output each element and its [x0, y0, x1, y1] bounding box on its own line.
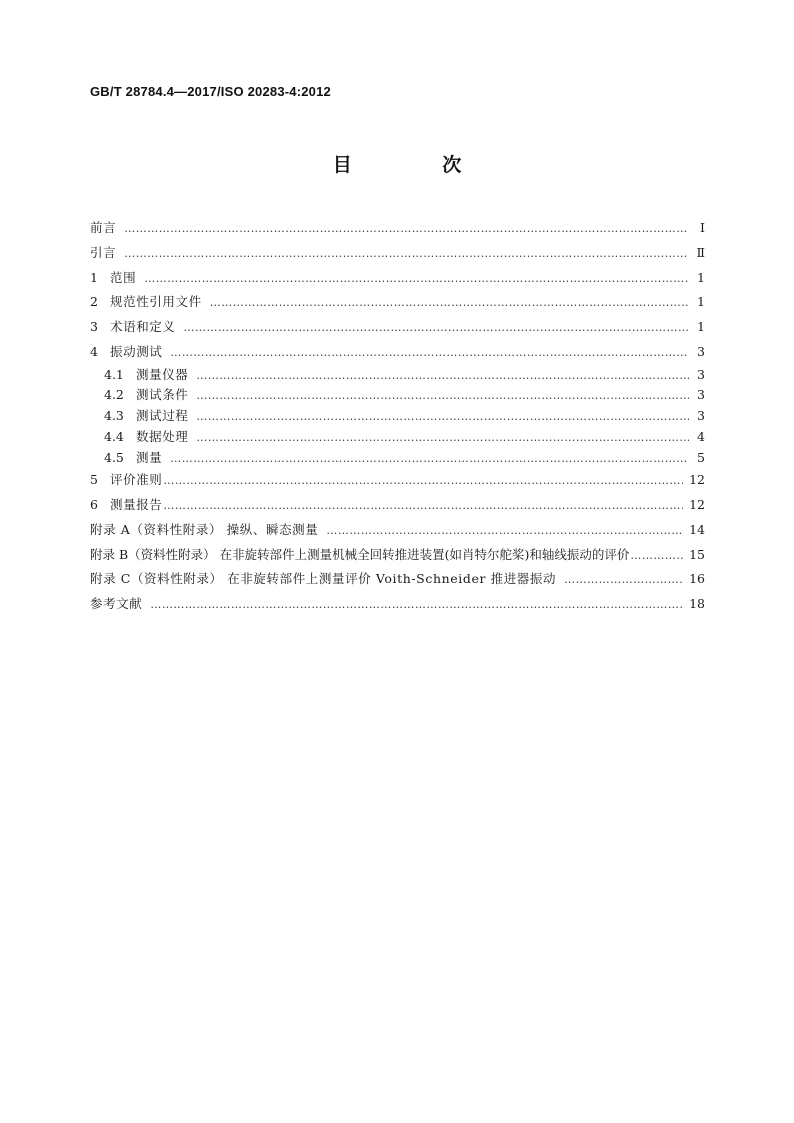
toc-entry-label: 测量仪器	[136, 366, 189, 382]
dot-leader	[210, 291, 689, 316]
toc-entry-page: 5	[697, 449, 705, 465]
toc-entry-annex-c[interactable]	[90, 567, 705, 592]
dot-leader	[170, 341, 689, 366]
dot-leader	[326, 519, 683, 544]
toc-entry-page: 1	[697, 294, 705, 310]
toc-entry-label: 术语和定义	[110, 319, 176, 335]
dot-leader	[124, 242, 689, 267]
toc-entry-label: 附录 A（资料性附录） 操纵、瞬态测量	[90, 521, 319, 537]
toc-entry-number: 5	[90, 472, 98, 488]
toc-entry-2[interactable]	[90, 290, 705, 315]
toc-entry-number: 4.5	[104, 449, 124, 465]
toc-entry-label: 数据处理	[136, 428, 189, 444]
table-of-contents	[90, 216, 705, 617]
toc-entry-number: 4.3	[104, 408, 124, 424]
toc-entry-number: 2	[90, 294, 98, 310]
toc-entry-page: 3	[697, 408, 705, 424]
dot-leader	[564, 568, 683, 593]
toc-entry-number: 3	[90, 319, 98, 335]
toc-entry-page: 4	[697, 428, 705, 444]
toc-entry-number: 6	[90, 497, 98, 513]
toc-entry-page: 15	[689, 546, 705, 562]
dot-leader	[170, 449, 689, 470]
toc-entry-label: 范围	[110, 269, 137, 285]
toc-entry-4-2[interactable]	[90, 385, 705, 406]
toc-entry-label: 附录 B（资料性附录） 在非旋转部件上测量机械全回转推进装置(如肖特尔舵桨)和轴线振动的评价	[90, 546, 630, 562]
dot-leader	[124, 217, 689, 242]
toc-entry-number: 1	[90, 269, 98, 285]
toc-entry-page: 12	[689, 472, 705, 488]
toc-entry-annex-a[interactable]	[90, 518, 705, 543]
toc-entry-annex-b[interactable]	[90, 543, 705, 568]
toc-entry-page: 3	[697, 343, 705, 359]
dot-leader	[144, 267, 689, 292]
toc-entry-number: 4.1	[104, 366, 124, 382]
toc-entry-label: 规范性引用文件	[110, 294, 202, 310]
toc-entry-5[interactable]	[90, 468, 705, 493]
dot-leader	[630, 544, 683, 569]
toc-entry-4-4[interactable]	[90, 427, 705, 448]
toc-entry-4-5[interactable]	[90, 448, 705, 469]
toc-entry-page: 3	[697, 387, 705, 403]
document-code: GB/T 28784.4—2017/ISO 20283-4:2012	[90, 84, 331, 99]
toc-entry-number: 4	[90, 343, 98, 359]
toc-entry-label: 评价准则	[110, 472, 163, 488]
toc-entry-bibliography[interactable]	[90, 592, 705, 617]
toc-entry-page: 12	[689, 497, 705, 513]
dot-leader	[163, 494, 683, 519]
toc-entry-6[interactable]	[90, 493, 705, 518]
dot-leader	[196, 386, 689, 407]
toc-entry-label: 前言	[90, 220, 117, 235]
toc-entry-number: 4.2	[104, 387, 124, 403]
toc-entry-introduction[interactable]	[90, 241, 705, 266]
toc-entry-label: 参考文献	[90, 596, 143, 612]
toc-entry-4-3[interactable]	[90, 406, 705, 427]
toc-entry-page: Ⅰ	[700, 220, 705, 235]
toc-entry-4-1[interactable]	[90, 365, 705, 386]
toc-entry-3[interactable]	[90, 315, 705, 340]
toc-entry-label: 附录 C（资料性附录） 在非旋转部件上测量评价 Voith-Schneider 推进器振动	[90, 571, 557, 587]
toc-entry-page: Ⅱ	[696, 244, 705, 260]
toc-entry-foreword[interactable]	[90, 216, 705, 241]
dot-leader	[184, 316, 689, 341]
dot-leader	[163, 469, 683, 494]
toc-entry-label: 测试条件	[136, 387, 189, 403]
toc-entry-label: 引言	[90, 244, 117, 260]
toc-entry-page: 1	[697, 269, 705, 285]
dot-leader	[150, 593, 683, 618]
toc-entry-4[interactable]	[90, 340, 705, 365]
toc-entry-label: 振动测试	[110, 343, 163, 359]
toc-entry-1[interactable]	[90, 266, 705, 291]
toc-entry-page: 1	[697, 319, 705, 335]
toc-entry-label: 测试过程	[136, 408, 189, 424]
toc-entry-page: 18	[689, 596, 705, 612]
dot-leader	[196, 428, 689, 449]
dot-leader	[196, 407, 689, 428]
toc-entry-label: 测量报告	[110, 497, 163, 513]
toc-entry-label: 测量	[136, 449, 163, 465]
toc-entry-page: 3	[697, 366, 705, 382]
dot-leader	[196, 366, 689, 387]
toc-entry-page: 16	[689, 571, 705, 587]
page-title: 目 次	[332, 154, 504, 176]
toc-entry-number: 4.4	[104, 428, 124, 444]
toc-entry-page: 14	[689, 521, 705, 537]
